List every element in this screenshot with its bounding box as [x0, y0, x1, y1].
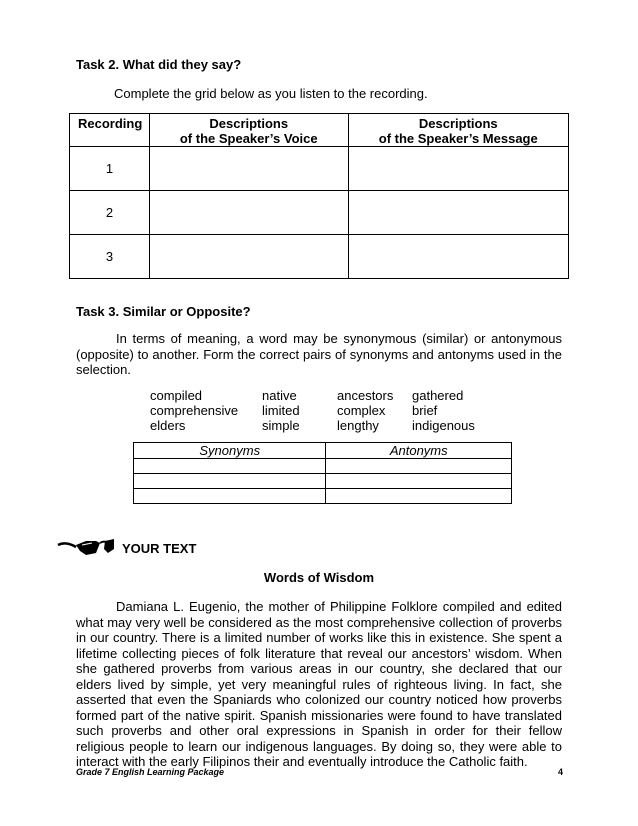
word: limited — [262, 403, 300, 418]
header-voice-line2: of the Speaker’s Voice — [179, 131, 318, 146]
voice-cell[interactable] — [149, 147, 348, 191]
table-row — [134, 489, 512, 504]
table-row — [70, 147, 569, 191]
task2-title: Task 2. What did they say? — [76, 57, 242, 72]
table-row — [134, 474, 512, 489]
task2-instruction: Complete the grid below as you listen to the recording. — [114, 86, 428, 101]
header-voice-line1: Descriptions — [209, 116, 289, 131]
voice-cell[interactable] — [149, 191, 348, 235]
word-column — [337, 388, 393, 433]
voice-cell[interactable] — [149, 235, 348, 279]
footer-label: Grade 7 English Learning Package — [76, 767, 225, 777]
recording-number: 3 — [70, 235, 150, 279]
word-column — [262, 388, 300, 433]
word: ancestors — [337, 388, 394, 403]
eyeglasses-icon — [56, 531, 116, 568]
reading-body: Damiana L. Eugenio, the mother of Philippine Folklore compiled and edited what may very well be considered as the most comprehensive collection of proverbs in our country. There is a limited number of works like this in existence. She spent a lifetime collecting pieces of folk literature that reveal our ancestors’ wisdom. When she gathered proverbs from various areas in our country, she declared that our elders lived by simple, yet very meaningful rules of righteous living. In fact, she asserted that even the Spaniards who colonized our country noticed how proverbs formed part of the native spirit. Spanish missionaries were found to have translated such proverbs and other oral expressions in Spanish in order for their fellow religious people to learn our indigenous languages. By doing so, they were able to interact with the early Filipinos their and eventually introduce the Catholic faith. — [76, 599, 562, 769]
word: brief — [412, 403, 438, 418]
synonyms-antonyms-table — [133, 442, 512, 504]
header-voice — [149, 114, 348, 147]
page-number: 4 — [558, 767, 564, 777]
word-column — [412, 388, 475, 433]
word: native — [262, 388, 297, 403]
reading-title: Words of Wisdom — [263, 570, 375, 585]
table-row — [134, 459, 512, 474]
table-row — [70, 191, 569, 235]
word: comprehensive — [150, 403, 239, 418]
recording-number: 2 — [70, 191, 150, 235]
word: indigenous — [412, 418, 475, 433]
synonym-cell[interactable] — [134, 459, 326, 474]
task3-instruction: In terms of meaning, a word may be synonymous (similar) or antonymous (opposite) to another. Form the correct pairs of synonyms and antonyms used in the selection. — [76, 331, 562, 377]
recording-grid — [69, 113, 569, 279]
word: compiled — [150, 388, 203, 403]
header-synonyms: Synonyms — [134, 443, 326, 459]
header-message — [348, 114, 568, 147]
message-cell[interactable] — [348, 191, 568, 235]
antonym-cell[interactable] — [326, 459, 512, 474]
message-cell[interactable] — [348, 235, 568, 279]
word: gathered — [412, 388, 464, 403]
header-message-line2: of the Speaker’s Message — [378, 131, 538, 146]
antonym-cell[interactable] — [326, 474, 512, 489]
word: complex — [337, 403, 386, 418]
header-message-line1: Descriptions — [418, 116, 498, 131]
word: simple — [262, 418, 300, 433]
task3-title: Task 3. Similar or Opposite? — [76, 304, 251, 319]
word: lengthy — [337, 418, 379, 433]
word-column — [150, 388, 238, 433]
word: elders — [150, 418, 186, 433]
recording-number: 1 — [70, 147, 150, 191]
your-text-label: YOUR TEXT — [122, 541, 197, 556]
header-recording: Recording — [70, 114, 150, 147]
synonym-cell[interactable] — [134, 474, 326, 489]
table-row — [70, 235, 569, 279]
message-cell[interactable] — [348, 147, 568, 191]
header-antonyms: Antonyms — [326, 443, 512, 459]
synonym-cell[interactable] — [134, 489, 326, 504]
antonym-cell[interactable] — [326, 489, 512, 504]
